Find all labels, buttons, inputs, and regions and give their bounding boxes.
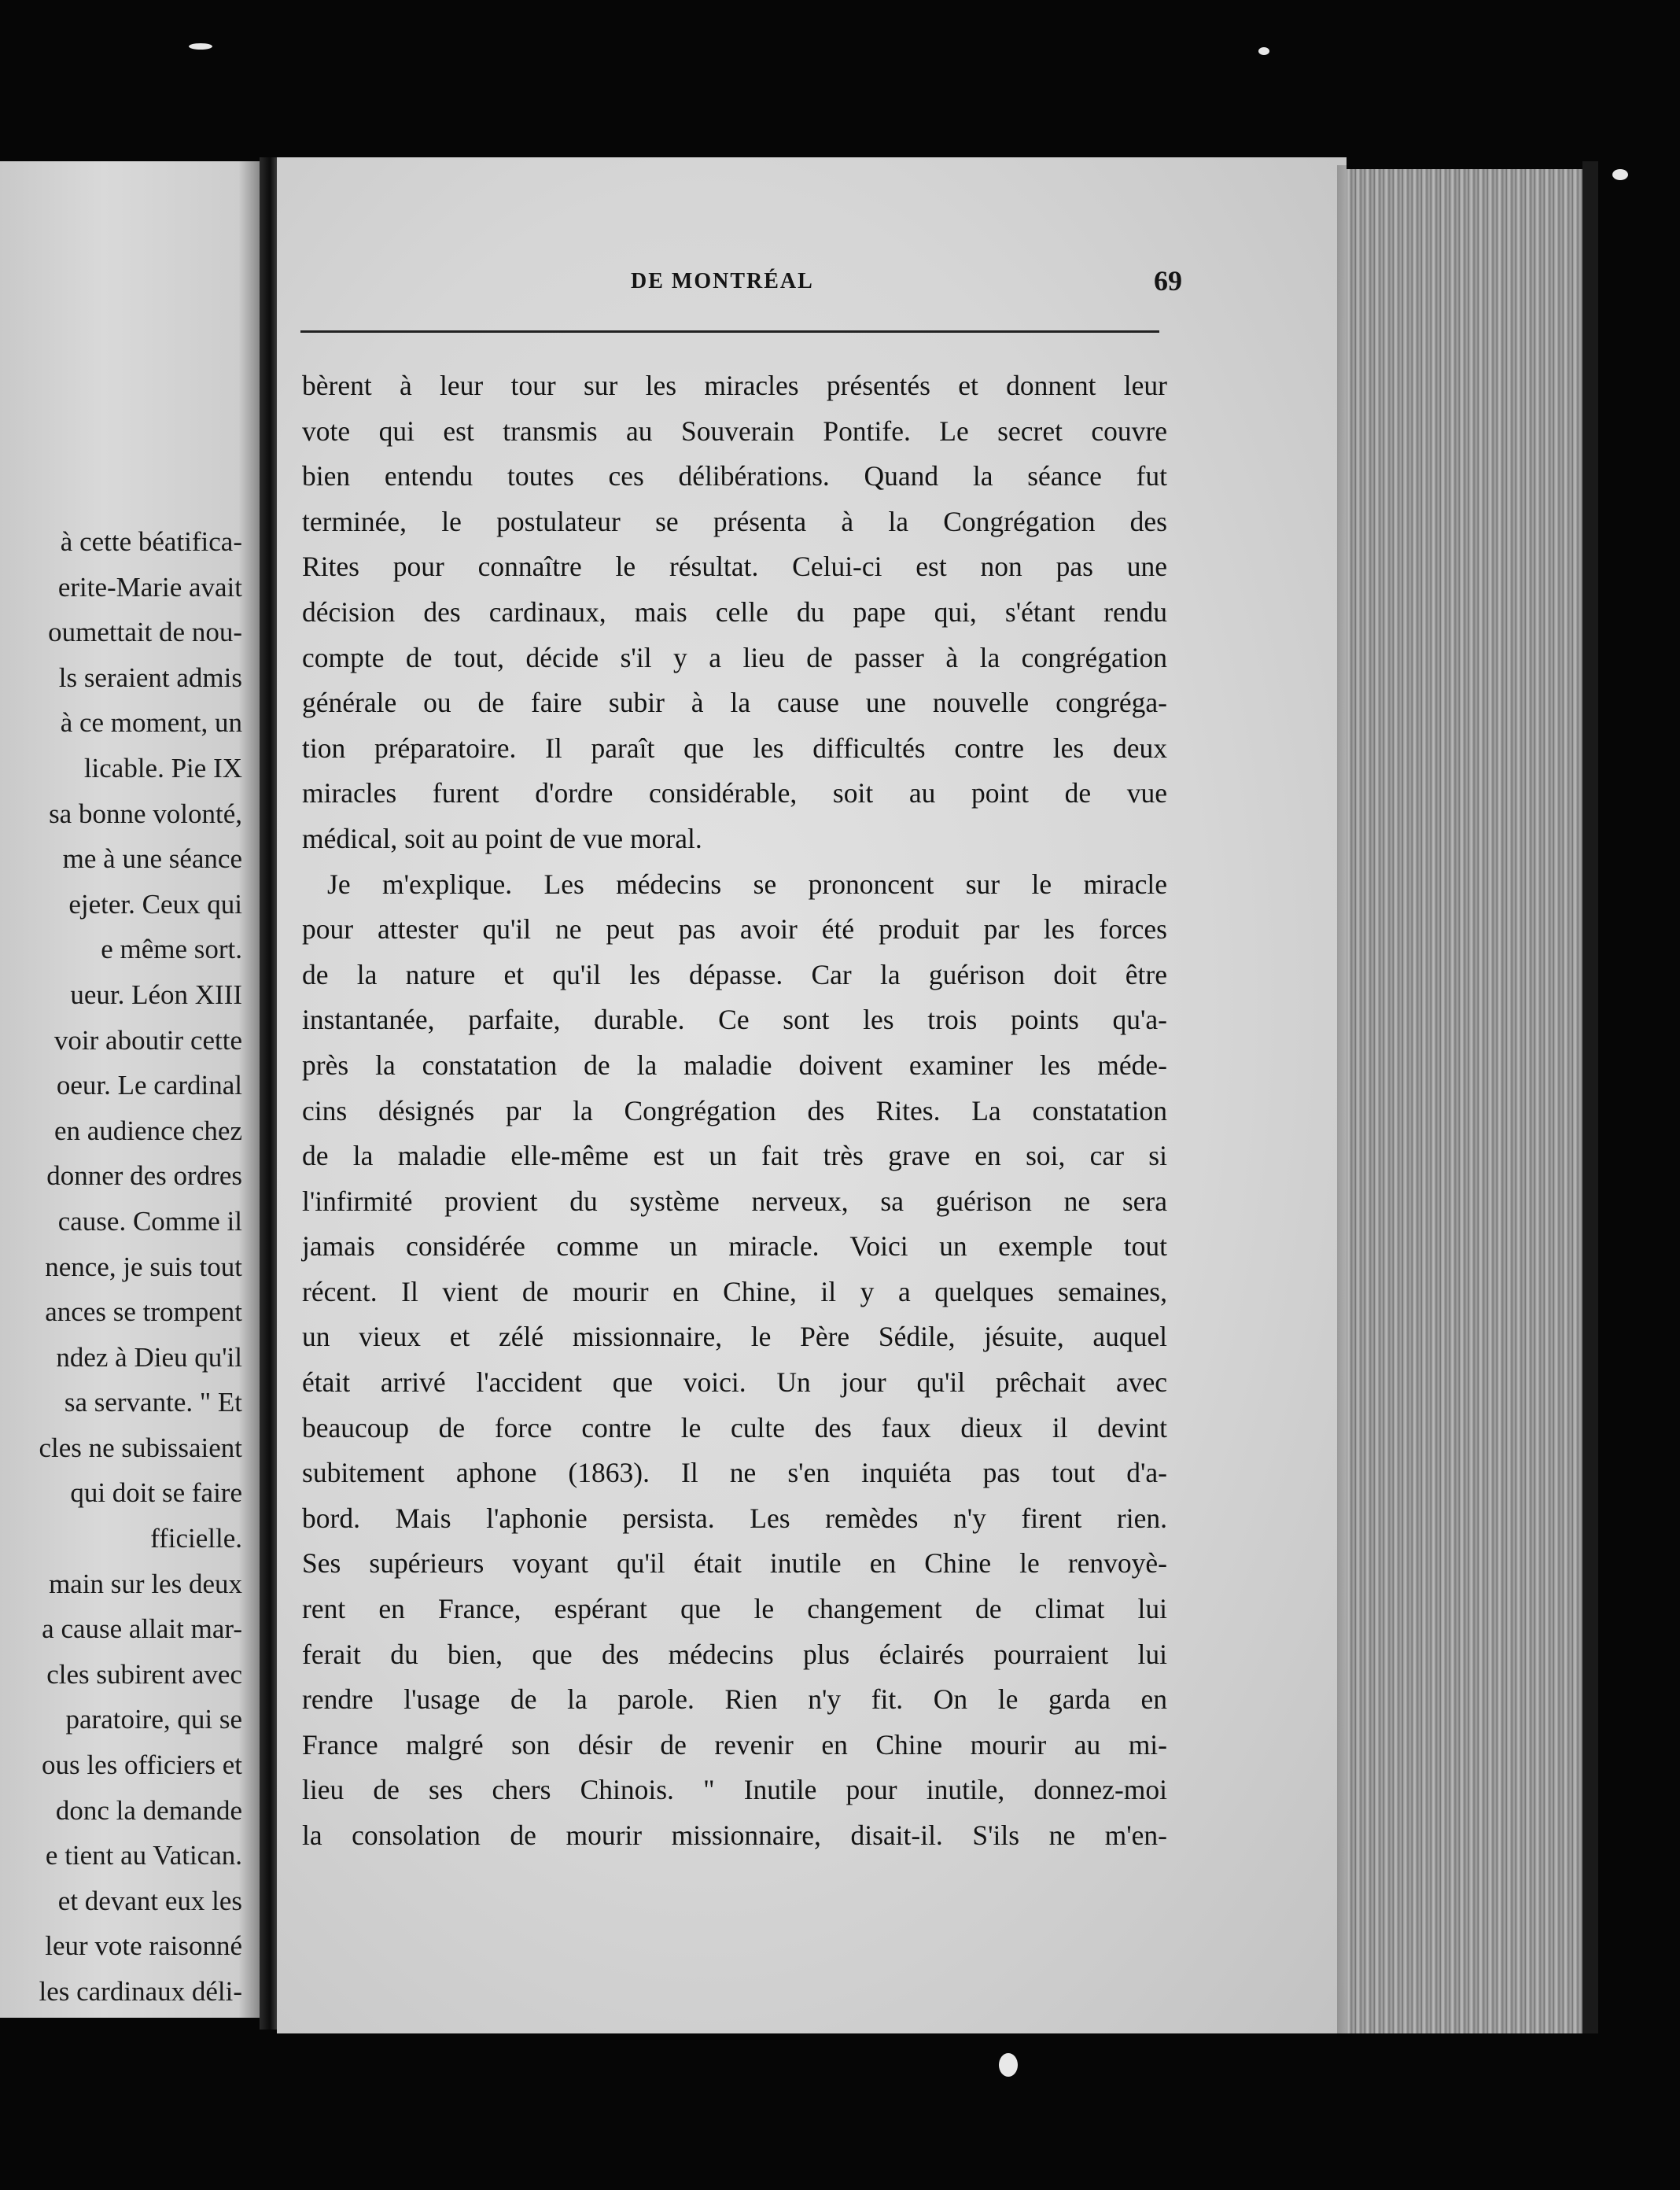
text-line: ferait du bien, que des médecins plus éclairés pourraient lui <box>302 1638 1167 1670</box>
left-page-line: erite-Marie avait <box>57 571 242 603</box>
left-page-line: licable. Pie IX <box>83 752 242 783</box>
text-line: beaucoup de force contre le culte des faux dieux il devint <box>302 1411 1167 1443</box>
text-line: un vieux et zélé missionnaire, le Père Sédile, jésuite, auquel <box>302 1321 1167 1353</box>
left-page-line: ances se trompent <box>45 1296 242 1328</box>
left-page-line: ueur. Léon XIII <box>70 979 242 1010</box>
left-page-line: donner des ordres <box>46 1160 242 1192</box>
dust-speck <box>1258 47 1269 55</box>
text-line: était arrivé l'accident que voici. Un jour qu'il prêchait avec <box>302 1366 1167 1399</box>
text-line: tion préparatoire. Il paraît que les difficultés contre les deux <box>302 732 1167 764</box>
book-cover-edge <box>1582 161 1598 2033</box>
left-page-line: sa bonne volonté, <box>49 798 242 829</box>
left-page-line: ous les officiers et <box>42 1749 242 1781</box>
text-line: de la nature et qu'il les dépasse. Car la guérison doit être <box>302 958 1167 990</box>
text-line: subitement aphone (1863). Il ne s'en inquiéta pas tout d'a- <box>302 1457 1167 1489</box>
left-page-line: sa servante. " Et <box>64 1387 242 1418</box>
text-line: pour attester qu'il ne peut pas avoir été produit par les forces <box>302 913 1167 946</box>
left-page-line: e tient au Vatican. <box>45 1840 242 1871</box>
left-page-line: main sur les deux <box>49 1568 242 1599</box>
running-head <box>300 265 1182 307</box>
text-line: Rites pour connaître le résultat. Celui-ci est non pas une <box>302 551 1167 583</box>
header-rule <box>300 330 1159 333</box>
text-line: miracles furent d'ordre considérable, soit au point de vue <box>302 777 1167 809</box>
text-line: l'infirmité provient du système nerveux, sa guérison ne sera <box>302 1185 1167 1217</box>
text-line: bien entendu toutes ces délibérations. Quand la séance fut <box>302 460 1167 492</box>
page-number: 69 <box>1154 265 1182 297</box>
left-page-line: nence, je suis tout <box>45 1251 242 1282</box>
left-page-line: oumettait de nou- <box>48 617 242 648</box>
dust-speck <box>189 43 212 50</box>
left-page-line: cles ne subissaient <box>39 1432 242 1463</box>
text-line: médical, soit au point de vue moral. <box>302 822 702 854</box>
text-line: instantanée, parfaite, durable. Ce sont les trois points qu'a- <box>302 1004 1167 1036</box>
left-page-line: ls seraient admis <box>58 662 242 693</box>
left-page-line: qui doit se faire <box>70 1477 242 1509</box>
text-line: jamais considérée comme un miracle. Voici un exemple tout <box>302 1230 1167 1263</box>
text-line: décision des cardinaux, mais celle du pape qui, s'étant rendu <box>302 595 1167 628</box>
left-page-line: leur vote raisonné <box>45 1930 242 1962</box>
left-page-line: ejeter. Ceux qui <box>68 888 242 920</box>
text-line: Je m'explique. Les médecins se prononcent sur le miracle <box>327 868 1167 900</box>
text-line: France malgré son désir de revenir en Chine mourir au mi- <box>302 1728 1167 1760</box>
text-line: cins désignés par la Congrégation des Rites. La constatation <box>302 1094 1167 1126</box>
text-line: compte de tout, décide s'il y a lieu de passer à la congrégation <box>302 641 1167 673</box>
text-line: générale ou de faire subir à la cause une nouvelle congréga- <box>302 687 1167 719</box>
text-line: la consolation de mourir missionnaire, disait-il. S'ils ne m'en- <box>302 1819 1167 1851</box>
left-page-line: les cardinaux déli- <box>39 1976 242 2007</box>
left-page-line: en audience chez <box>53 1115 242 1146</box>
left-page-line: cause. Comme il <box>57 1205 242 1237</box>
dust-speck <box>999 2053 1018 2077</box>
left-page <box>0 161 260 2018</box>
right-page <box>277 157 1347 2033</box>
dust-speck <box>1612 169 1628 180</box>
left-page-line: a cause allait mar- <box>42 1613 242 1645</box>
left-page-line: fficielle. <box>150 1523 242 1554</box>
left-page-line: et devant eux les <box>57 1885 242 1916</box>
text-line: bèrent à leur tour sur les miracles présentés et donnent leur <box>302 370 1167 401</box>
text-line: récent. Il vient de mourir en Chine, il y a quelques semaines, <box>302 1275 1167 1307</box>
left-page-line: ndez à Dieu qu'il <box>56 1341 242 1373</box>
text-line: terminée, le postulateur se présenta à la Congrégation des <box>302 505 1167 537</box>
left-page-line: à ce moment, un <box>60 707 242 739</box>
text-line: bord. Mais l'aphonie persista. Les remèdes n'y firent rien. <box>302 1502 1167 1534</box>
page-block-edges <box>1347 169 1582 2033</box>
left-page-line: e même sort. <box>101 934 242 965</box>
book-gutter <box>260 157 277 2030</box>
running-title: DE MONTRÉAL <box>631 269 814 293</box>
left-page-line: à cette béatifica- <box>60 526 242 557</box>
text-line: vote qui est transmis au Souverain Pontife. Le secret couvre <box>302 415 1167 447</box>
text-line: Ses supérieurs voyant qu'il était inutile en Chine le renvoyè- <box>302 1547 1167 1580</box>
text-line: rent en France, espérant que le changement de climat lui <box>302 1593 1167 1625</box>
body-text <box>302 363 1167 1859</box>
left-page-line: cles subirent avec <box>46 1658 242 1690</box>
left-page-line: paratoire, qui se <box>65 1704 242 1735</box>
text-line: de la maladie elle-même est un fait très grave en soi, car si <box>302 1140 1167 1172</box>
left-page-line: oeur. Le cardinal <box>56 1070 242 1101</box>
left-page-text <box>0 519 242 2015</box>
left-page-line: me à une séance <box>62 843 242 875</box>
left-page-line: voir aboutir cette <box>53 1024 242 1056</box>
text-line: rendre l'usage de la parole. Rien n'y fit. On le garda en <box>302 1683 1167 1716</box>
text-line: près la constatation de la maladie doivent examiner les méde- <box>302 1049 1167 1081</box>
text-line: lieu de ses chers Chinois. " Inutile pour inutile, donnez-moi <box>302 1774 1167 1806</box>
left-page-line: donc la demande <box>55 1794 242 1826</box>
